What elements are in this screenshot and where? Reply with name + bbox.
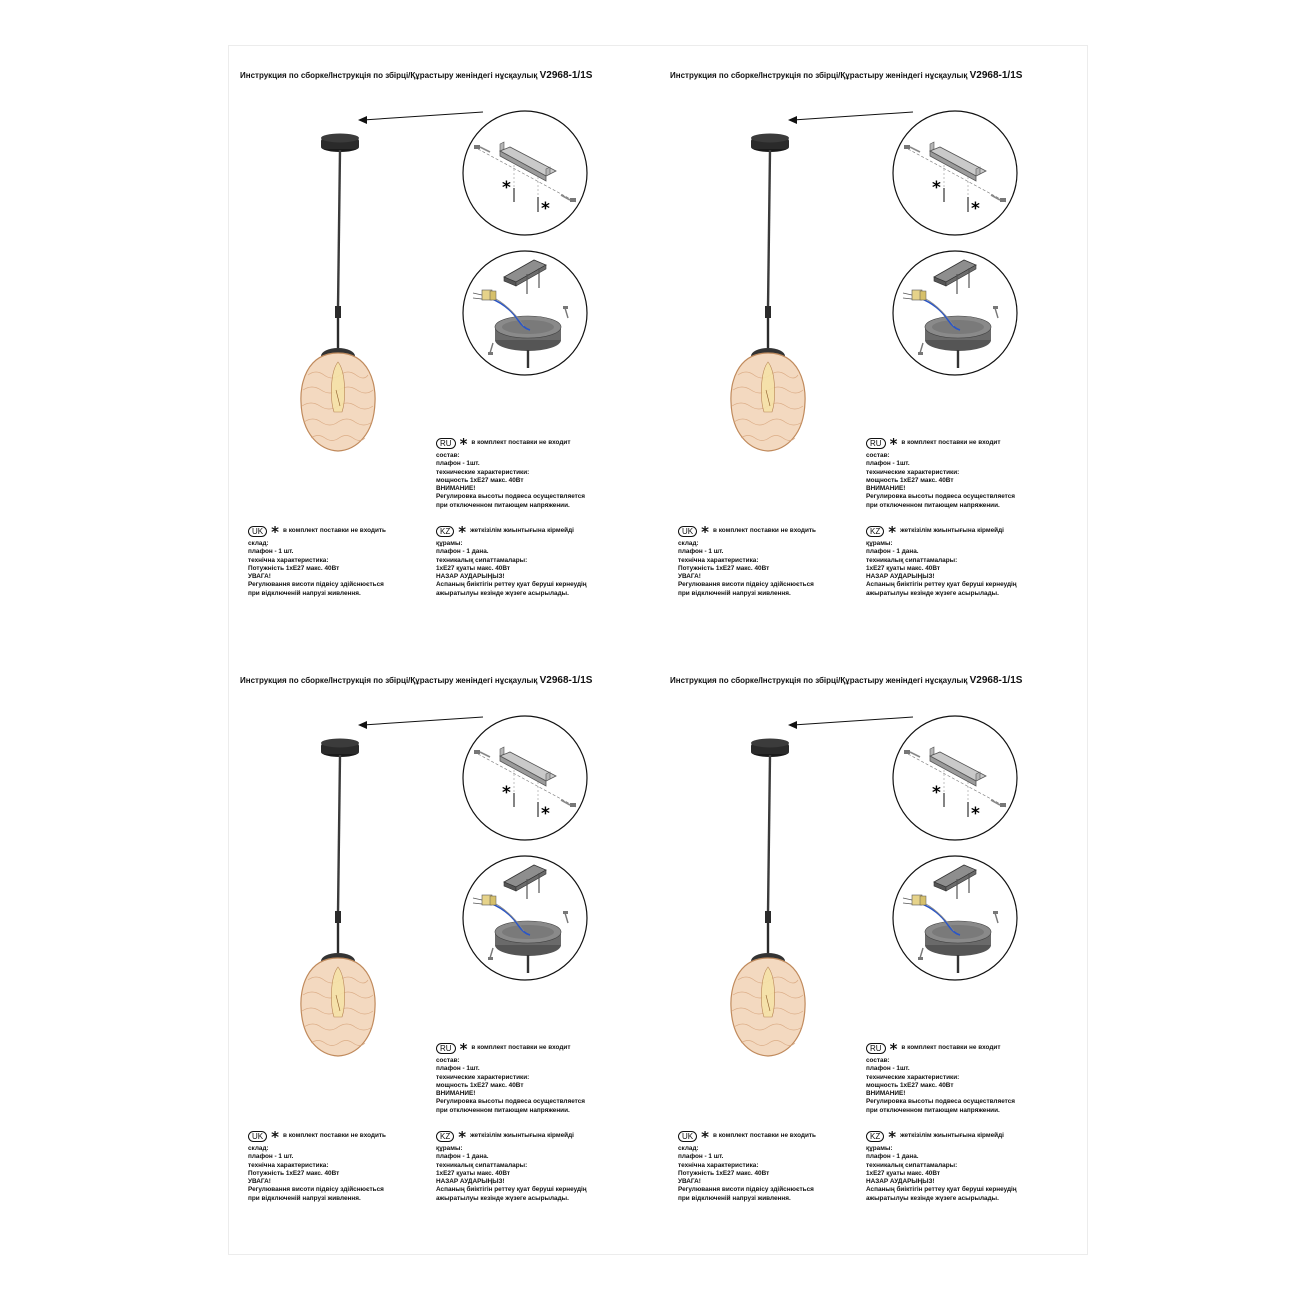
kz-line: ажыратылуы кезінде жүзеге асырылады.: [436, 1194, 569, 1202]
ru-line: мощность 1хE27 макс. 40Вт: [436, 476, 524, 484]
kz-line: техникалық сипаттамалары:: [866, 1161, 958, 1169]
ru-line: Регулировка высоты подвеса осуществляется: [866, 493, 1016, 501]
kz-line: ажыратылуы кезінде жүзеге асырылады.: [866, 1194, 999, 1202]
not-included-star-left: *: [502, 783, 511, 803]
kz-line: 1хE27 қуаты макс. 40Вт: [866, 1169, 941, 1177]
ru-block: [436, 1039, 586, 1115]
uk-line: УВАГА!: [678, 573, 701, 581]
bracket-detail-circle: [893, 716, 1017, 840]
uk-line: технічна характеристика:: [678, 556, 759, 564]
ru-line: плафон - 1шт.: [866, 460, 910, 468]
uk-badge: UK: [678, 526, 697, 537]
uk-line: технічна характеристика:: [248, 1161, 329, 1169]
kz-block: [436, 1127, 587, 1203]
kz-block: [436, 522, 587, 598]
ru-line: состав:: [866, 1057, 890, 1064]
uk-line: Потужність 1хE27 макс. 40Вт: [678, 564, 770, 572]
kz-line: Аспаның биіктігін реттеу қуат беруші кернеудің: [436, 1186, 587, 1194]
uk-badge: UK: [248, 526, 267, 537]
pointer-arrow: [788, 112, 913, 124]
kz-line: плафон - 1 дана.: [866, 548, 919, 556]
kz-line: техникалық сипаттамалары:: [866, 556, 958, 564]
uk-badge: UK: [678, 1131, 697, 1142]
ru-line: мощность 1хE27 макс. 40Вт: [866, 1081, 954, 1089]
ru-star: *: [459, 434, 468, 453]
kz-line: НАЗАР АУДАРЫҢЫЗ!: [866, 573, 935, 581]
not-included-star-left: *: [932, 178, 941, 198]
uk-line: УВАГА!: [248, 1178, 271, 1186]
pendant-lamp: [731, 134, 805, 452]
title-prefix: Инструкция по сборке/Інструкція по збірці/Құрастыру женiндегi нұсқаулық: [670, 71, 970, 80]
ru-line: мощность 1хE27 макс. 40Вт: [436, 1081, 524, 1089]
uk-line: Потужність 1хE27 макс. 40Вт: [678, 1169, 770, 1177]
ru-badge: RU: [866, 438, 886, 449]
kz-star: *: [458, 522, 467, 541]
uk-block: [678, 522, 816, 598]
model-number: V2968-1/1S: [539, 70, 593, 81]
ru-line: плафон - 1шт.: [436, 460, 480, 468]
ru-line: ВНИМАНИЕ!: [866, 1090, 906, 1098]
uk-line: плафон - 1 шт.: [678, 548, 724, 556]
suspension-cable: [768, 150, 770, 308]
not-included-star-right: *: [541, 804, 550, 824]
model-number: V2968-1/1S: [539, 675, 593, 686]
ru-badge: RU: [436, 1043, 456, 1054]
uk-line: Регулювання висоти підвісу здійснюється: [678, 581, 814, 589]
pendant-lamp: [301, 134, 375, 452]
kz-badge: KZ: [866, 1131, 884, 1142]
ru-star: *: [889, 434, 898, 453]
kz-note: жеткізілім жиынтығына кірмейді: [900, 1132, 1004, 1140]
kz-line: техникалық сипаттамалары:: [436, 1161, 528, 1169]
kz-block: [866, 1127, 1017, 1203]
ru-badge: RU: [436, 438, 456, 449]
ru-line: при отключенном питающем напряжении.: [436, 1106, 570, 1114]
uk-star: *: [701, 522, 709, 541]
uk-line: Регулювання висоти підвісу здійснюється: [248, 581, 384, 589]
uk-line: Регулювання висоти підвісу здійснюється: [248, 1186, 384, 1194]
uk-line: плафон - 1 шт.: [248, 1153, 294, 1161]
uk-star: *: [271, 522, 279, 541]
ru-block: [866, 1039, 1016, 1115]
bracket-detail-circle: [893, 111, 1017, 235]
suspension-cable: [768, 755, 770, 913]
pointer-arrow: [788, 717, 913, 729]
kz-line: Аспаның биіктігін реттеу қуат беруші кернеудің: [436, 581, 587, 589]
ru-line: технические характеристики:: [436, 468, 530, 476]
ru-line: ВНИМАНИЕ!: [436, 485, 476, 493]
uk-note: в комплект поставки не входить: [712, 1132, 816, 1140]
ru-note: в комплект поставки не входит: [901, 1044, 1001, 1052]
instruction-panel-2: [658, 50, 1088, 650]
uk-block: [678, 1127, 816, 1203]
uk-line: при відключеній напрузі живлення.: [248, 1194, 361, 1202]
kz-line: 1хE27 қуаты макс. 40Вт: [866, 564, 941, 572]
ru-block: [866, 434, 1016, 510]
ru-line: технические характеристики:: [866, 468, 960, 476]
kz-line: НАЗАР АУДАРЫҢЫЗ!: [866, 1178, 935, 1186]
ru-line: плафон - 1шт.: [866, 1065, 910, 1073]
kz-star: *: [888, 522, 897, 541]
kz-block: [866, 522, 1017, 598]
uk-block: [248, 522, 386, 598]
uk-line: склад:: [248, 1145, 269, 1152]
kz-line: құрамы:: [866, 1145, 893, 1152]
title-prefix: Инструкция по сборке/Інструкція по збірці/Құрастыру женiндегi нұсқаулық: [240, 676, 540, 685]
kz-line: ажыратылуы кезінде жүзеге асырылады.: [436, 589, 569, 597]
uk-line: УВАГА!: [678, 1178, 701, 1186]
pendant-lamp: [731, 739, 805, 1057]
uk-star: *: [701, 1127, 709, 1146]
uk-line: склад:: [678, 540, 699, 547]
uk-line: плафон - 1 шт.: [248, 548, 294, 556]
base-plate-detail-circle: [463, 251, 587, 375]
not-included-star-right: *: [971, 804, 980, 824]
uk-note: в комплект поставки не входить: [712, 527, 816, 535]
ru-note: в комплект поставки не входит: [471, 439, 571, 447]
ru-line: технические характеристики:: [436, 1073, 530, 1081]
ru-line: при отключенном питающем напряжении.: [866, 501, 1000, 509]
kz-badge: KZ: [436, 1131, 454, 1142]
base-plate-detail-circle: [893, 251, 1017, 375]
kz-line: құрамы:: [436, 1145, 463, 1152]
uk-line: при відключеній напрузі живлення.: [248, 589, 361, 597]
ru-line: при отключенном питающем напряжении.: [866, 1106, 1000, 1114]
kz-line: плафон - 1 дана.: [436, 548, 489, 556]
not-included-star-right: *: [541, 199, 550, 219]
kz-badge: KZ: [436, 526, 454, 537]
kz-line: плафон - 1 дана.: [866, 1153, 919, 1161]
ru-line: состав:: [436, 452, 460, 459]
instruction-panel-3: [228, 655, 658, 1255]
ru-note: в комплект поставки не входит: [471, 1044, 571, 1052]
ru-line: ВНИМАНИЕ!: [436, 1090, 476, 1098]
kz-line: НАЗАР АУДАРЫҢЫЗ!: [436, 1178, 505, 1186]
kz-line: Аспаның биіктігін реттеу қуат беруші кернеудің: [866, 581, 1017, 589]
kz-note: жеткізілім жиынтығына кірмейді: [470, 527, 574, 535]
kz-badge: KZ: [866, 526, 884, 537]
kz-star: *: [458, 1127, 467, 1146]
ru-star: *: [459, 1039, 468, 1058]
kz-line: 1хE27 қуаты макс. 40Вт: [436, 1169, 511, 1177]
pendant-lamp: [301, 739, 375, 1057]
kz-line: құрамы:: [436, 540, 463, 547]
uk-line: Потужність 1хE27 макс. 40Вт: [248, 564, 340, 572]
kz-star: *: [888, 1127, 897, 1146]
uk-line: технічна характеристика:: [248, 556, 329, 564]
kz-line: құрамы:: [866, 540, 893, 547]
instruction-panel-1: [228, 50, 658, 650]
model-number: V2968-1/1S: [969, 675, 1023, 686]
uk-line: плафон - 1 шт.: [678, 1153, 724, 1161]
ru-star: *: [889, 1039, 898, 1058]
kz-line: техникалық сипаттамалары:: [436, 556, 528, 564]
suspension-cable: [338, 150, 340, 308]
base-plate-detail-circle: [893, 856, 1017, 980]
kz-line: НАЗАР АУДАРЫҢЫЗ!: [436, 573, 505, 581]
uk-line: УВАГА!: [248, 573, 271, 581]
base-plate-detail-circle: [463, 856, 587, 980]
uk-star: *: [271, 1127, 279, 1146]
uk-line: склад:: [678, 1145, 699, 1152]
ru-badge: RU: [866, 1043, 886, 1054]
kz-line: ажыратылуы кезінде жүзеге асырылады.: [866, 589, 999, 597]
ru-line: мощность 1хE27 макс. 40Вт: [866, 476, 954, 484]
uk-line: склад:: [248, 540, 269, 547]
bracket-detail-circle: [463, 111, 587, 235]
ru-line: состав:: [436, 1057, 460, 1064]
uk-note: в комплект поставки не входить: [282, 527, 386, 535]
pointer-arrow: [358, 112, 483, 124]
not-included-star-left: *: [932, 783, 941, 803]
kz-note: жеткізілім жиынтығына кірмейді: [470, 1132, 574, 1140]
uk-line: технічна характеристика:: [678, 1161, 759, 1169]
ru-line: Регулировка высоты подвеса осуществляется: [866, 1098, 1016, 1106]
title-prefix: Инструкция по сборке/Інструкція по збірці/Құрастыру женiндегi нұсқаулық: [240, 71, 540, 80]
title-prefix: Инструкция по сборке/Інструкція по збірці/Құрастыру женiндегi нұсқаулық: [670, 676, 970, 685]
pointer-arrow: [358, 717, 483, 729]
bracket-detail-circle: [463, 716, 587, 840]
uk-note: в комплект поставки не входить: [282, 1132, 386, 1140]
ru-line: технические характеристики:: [866, 1073, 960, 1081]
uk-line: Регулювання висоти підвісу здійснюється: [678, 1186, 814, 1194]
kz-line: плафон - 1 дана.: [436, 1153, 489, 1161]
ru-line: плафон - 1шт.: [436, 1065, 480, 1073]
instruction-panel-4: [658, 655, 1088, 1255]
kz-line: Аспаның биіктігін реттеу қуат беруші кернеудің: [866, 1186, 1017, 1194]
ru-line: Регулировка высоты подвеса осуществляется: [436, 1098, 586, 1106]
ru-line: ВНИМАНИЕ!: [866, 485, 906, 493]
not-included-star-right: *: [971, 199, 980, 219]
ru-block: [436, 434, 586, 510]
ru-line: при отключенном питающем напряжении.: [436, 501, 570, 509]
kz-line: 1хE27 қуаты макс. 40Вт: [436, 564, 511, 572]
ru-line: Регулировка высоты подвеса осуществляется: [436, 493, 586, 501]
uk-line: Потужність 1хE27 макс. 40Вт: [248, 1169, 340, 1177]
kz-note: жеткізілім жиынтығына кірмейді: [900, 527, 1004, 535]
model-number: V2968-1/1S: [969, 70, 1023, 81]
ru-line: состав:: [866, 452, 890, 459]
uk-badge: UK: [248, 1131, 267, 1142]
suspension-cable: [338, 755, 340, 913]
uk-line: при відключеній напрузі живлення.: [678, 1194, 791, 1202]
not-included-star-left: *: [502, 178, 511, 198]
ru-note: в комплект поставки не входит: [901, 439, 1001, 447]
uk-line: при відключеній напрузі живлення.: [678, 589, 791, 597]
uk-block: [248, 1127, 386, 1203]
